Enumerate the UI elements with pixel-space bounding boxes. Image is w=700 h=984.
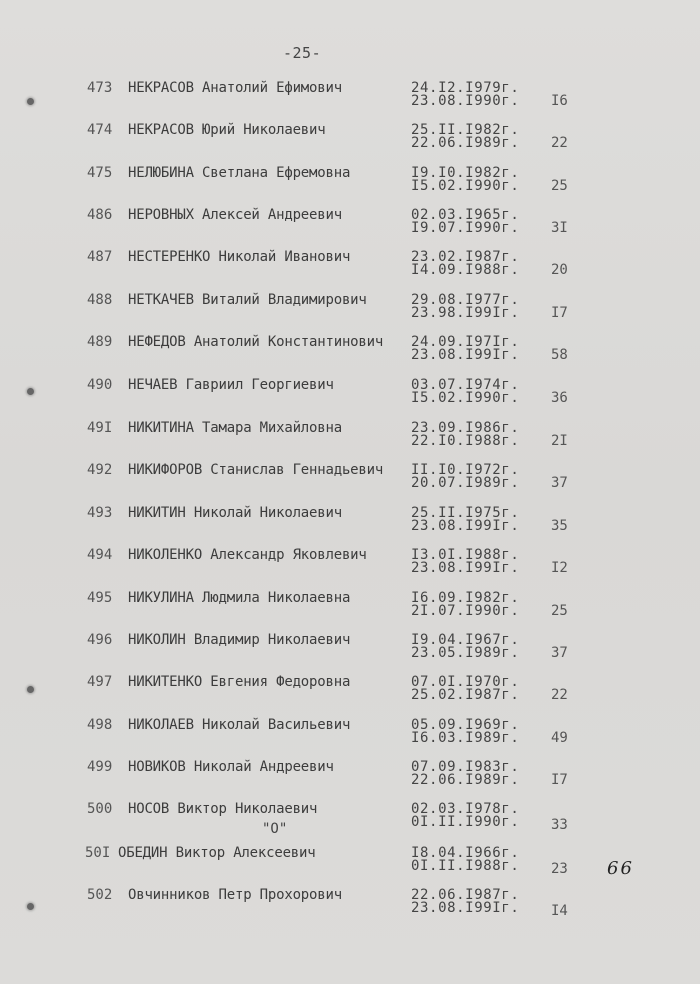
entry-age: 22 [551, 135, 568, 151]
entry-date-from: 03.07.I974г. [411, 377, 520, 393]
entry-name: НИКИТИН Николай Николаевич [128, 505, 342, 521]
entry-number: 493 [87, 505, 113, 521]
entry-date-from: I3.0I.I988г. [411, 547, 520, 563]
list-item [0, 887, 700, 929]
entry-note: "О" [262, 821, 288, 837]
entry-name: НОВИКОВ Николай Андреевич [128, 759, 334, 775]
entry-name: НИКИФОРОВ Станислав Геннадьевич [128, 462, 384, 478]
list-item [0, 717, 700, 759]
entry-number: 49I [87, 420, 113, 436]
entry-number: 486 [87, 207, 113, 223]
entry-date-to: 0I.II.I990г. [411, 814, 520, 830]
entry-date-to: 0I.II.I988г. [411, 858, 520, 874]
entry-name: НЕСТЕРЕНКО Николай Иванович [128, 249, 351, 265]
page-number: -25- [283, 44, 322, 62]
entry-age: I4 [551, 903, 568, 919]
entry-name: Овчинников Петр Прохорович [128, 887, 342, 903]
entry-date-from: I9.04.I967г. [411, 632, 520, 648]
entry-number: 502 [87, 887, 113, 903]
list-item [0, 420, 700, 462]
entry-name: НИКОЛАЕВ Николай Васильевич [128, 717, 351, 733]
entry-date-from: 05.09.I969г. [411, 717, 520, 733]
entry-date-to: 23.08.I99Iг. [411, 347, 520, 363]
entry-age: I6 [551, 93, 568, 109]
entry-name: НОСОВ Виктор Николаевич [128, 801, 318, 817]
entry-age: I7 [551, 772, 568, 788]
entry-date-to: 22.06.I989г. [411, 135, 520, 151]
entry-age: 2I [551, 433, 568, 449]
entry-date-from: 02.03.I978г. [411, 801, 520, 817]
entry-number: 500 [87, 801, 113, 817]
list-item [0, 462, 700, 504]
entry-date-from: 25.II.I982г. [411, 122, 520, 138]
entry-date-to: 25.02.I987г. [411, 687, 520, 703]
list-item [0, 759, 700, 801]
entry-date-from: 24.09.I97Iг. [411, 334, 520, 350]
entry-age: 23 [551, 861, 568, 877]
entry-number: 496 [87, 632, 113, 648]
list-item [0, 207, 700, 249]
entry-age: I2 [551, 560, 568, 576]
entry-number: 499 [87, 759, 113, 775]
entry-number: 487 [87, 249, 113, 265]
entry-date-from: 02.03.I965г. [411, 207, 520, 223]
entry-age: 25 [551, 178, 568, 194]
entry-number: 495 [87, 590, 113, 606]
list-item [0, 165, 700, 207]
entry-number: 490 [87, 377, 113, 393]
list-item [0, 377, 700, 419]
entry-name: НЕКРАСОВ Анатолий Ефимович [128, 80, 342, 96]
entry-date-from: I8.04.I966г. [411, 845, 520, 861]
entry-number: 497 [87, 674, 113, 690]
handwritten-sheet-number: 66 [607, 858, 634, 879]
entry-name: НИКИТЕНКО Евгения Федоровна [128, 674, 351, 690]
entry-age: 33 [551, 817, 568, 833]
entry-number: 50I [85, 845, 111, 861]
entry-date-to: 2I.07.I990г. [411, 603, 520, 619]
list-item [0, 292, 700, 334]
list-item [0, 122, 700, 164]
entry-date-to: I5.02.I990г. [411, 178, 520, 194]
entry-number: 475 [87, 165, 113, 181]
entry-age: 58 [551, 347, 568, 363]
punch-hole-mark [27, 388, 34, 395]
entry-number: 498 [87, 717, 113, 733]
list-item [0, 334, 700, 376]
entry-name: НЕФЕДОВ Анатолий Константинович [128, 334, 384, 350]
entry-date-to: I6.03.I989г. [411, 730, 520, 746]
entry-number: 488 [87, 292, 113, 308]
entry-age: 22 [551, 687, 568, 703]
entry-date-from: 07.09.I983г. [411, 759, 520, 775]
list-item [0, 801, 700, 843]
entry-name: НИКУЛИНА Людмила Николаевна [128, 590, 351, 606]
entry-name: НИКИТИНА Тамара Михайловна [128, 420, 342, 436]
entry-date-from: II.I0.I972г. [411, 462, 520, 478]
punch-hole-mark [27, 98, 34, 105]
list-item [0, 80, 700, 122]
entry-age: I7 [551, 305, 568, 321]
entry-age: 37 [551, 475, 568, 491]
entry-name: НЕЛЮБИНА Светлана Ефремовна [128, 165, 351, 181]
list-item [0, 674, 700, 716]
entry-number: 494 [87, 547, 113, 563]
entry-date-to: 23.08.I99Iг. [411, 518, 520, 534]
entry-age: 37 [551, 645, 568, 661]
entry-date-to: 23.08.I990г. [411, 93, 520, 109]
entry-age: 36 [551, 390, 568, 406]
entry-number: 492 [87, 462, 113, 478]
entry-date-to: 20.07.I989г. [411, 475, 520, 491]
entry-name: НЕЧАЕВ Гавриил Георгиевич [128, 377, 334, 393]
entry-name: НИКОЛЕНКО Александр Яковлевич [128, 547, 367, 563]
entry-date-to: 23.08.I99Iг. [411, 560, 520, 576]
entry-age: 25 [551, 603, 568, 619]
list-item [0, 590, 700, 632]
entry-date-from: 24.I2.I979г. [411, 80, 520, 96]
entry-date-from: 29.08.I977г. [411, 292, 520, 308]
list-item [0, 505, 700, 547]
entry-date-to: 22.I0.I988г. [411, 433, 520, 449]
entry-number: 489 [87, 334, 113, 350]
entry-age: 49 [551, 730, 568, 746]
entry-name: ОБЕДИН Виктор Алексеевич [118, 845, 316, 861]
entry-date-to: 23.08.I99Iг. [411, 900, 520, 916]
punch-hole-mark [27, 686, 34, 693]
list-item [0, 632, 700, 674]
entry-date-to: I9.07.I990г. [411, 220, 520, 236]
entry-date-from: 07.0I.I970г. [411, 674, 520, 690]
entry-date-from: I6.09.I982г. [411, 590, 520, 606]
entry-date-from: 23.02.I987г. [411, 249, 520, 265]
entry-date-to: 23.05.I989г. [411, 645, 520, 661]
entry-date-from: 23.09.I986г. [411, 420, 520, 436]
entry-number: 473 [87, 80, 113, 96]
entry-name: НЕРОВНЫХ Алексей Андреевич [128, 207, 342, 223]
entry-age: 3I [551, 220, 568, 236]
entry-name: НЕТКАЧЕВ Виталий Владимирович [128, 292, 367, 308]
list-item [0, 547, 700, 589]
entry-date-from: 22.06.I987г. [411, 887, 520, 903]
entry-number: 474 [87, 122, 113, 138]
list-item [0, 249, 700, 291]
entry-date-to: 23.98.I99Iг. [411, 305, 520, 321]
entry-age: 35 [551, 518, 568, 534]
entry-name: НИКОЛИН Владимир Николаевич [128, 632, 351, 648]
entry-date-from: 25.II.I975г. [411, 505, 520, 521]
entry-date-to: 22.06.I989г. [411, 772, 520, 788]
list-item [0, 845, 700, 887]
entry-date-to: I5.02.I990г. [411, 390, 520, 406]
entry-date-to: I4.09.I988г. [411, 262, 520, 278]
entry-date-from: I9.I0.I982г. [411, 165, 520, 181]
punch-hole-mark [27, 903, 34, 910]
entry-age: 20 [551, 262, 568, 278]
entry-name: НЕКРАСОВ Юрий Николаевич [128, 122, 326, 138]
